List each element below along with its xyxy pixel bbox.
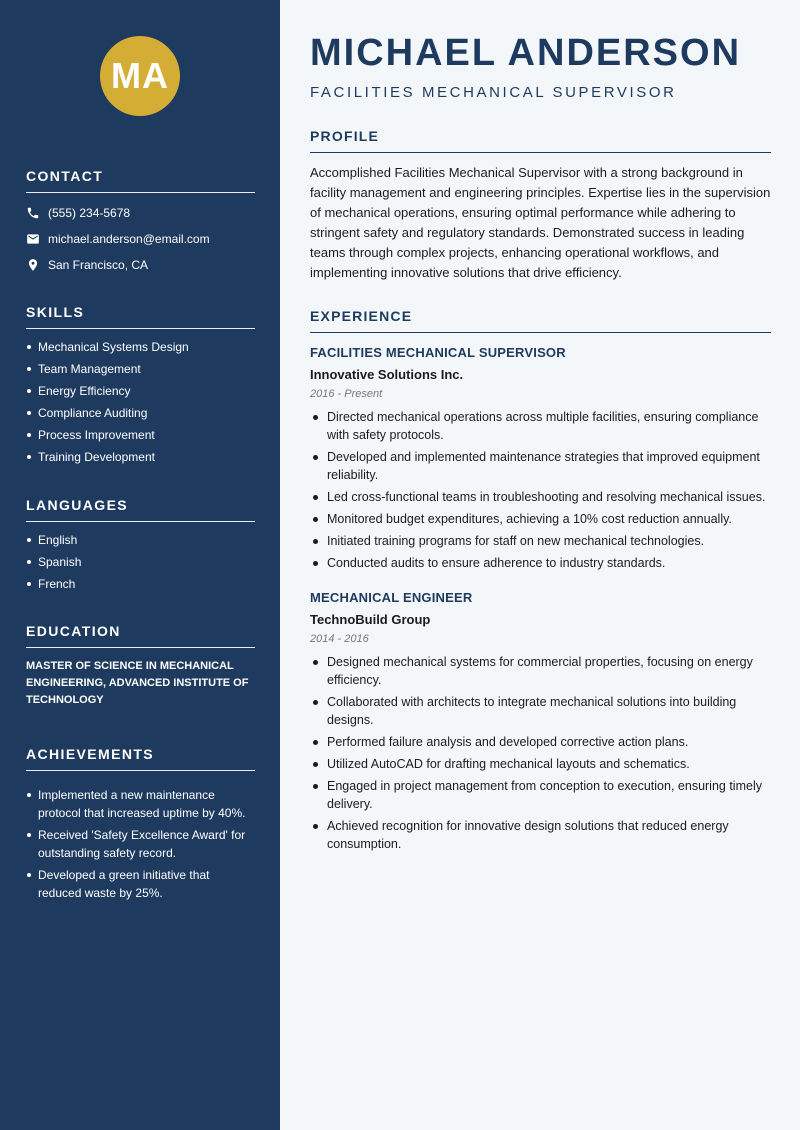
phone-text: (555) 234-5678 <box>48 206 131 220</box>
contact-heading: CONTACT <box>26 168 255 193</box>
job-bullet: Performed failure analysis and developed corrective action plans. <box>310 733 771 751</box>
job-bullet: Utilized AutoCAD for drafting mechanical layouts and schematics. <box>310 755 771 773</box>
job-dates: 2016 - Present <box>310 388 383 400</box>
candidate-title: FACILITIES MECHANICAL SUPERVISOR <box>310 84 677 101</box>
profile-heading: PROFILE <box>310 128 771 153</box>
skill-item: Training Development <box>26 449 255 465</box>
achievements-section <box>26 746 255 906</box>
job-title: FACILITIES MECHANICAL SUPERVISOR <box>310 345 566 360</box>
contact-location <box>26 257 255 273</box>
candidate-name: MICHAEL ANDERSON <box>310 32 742 74</box>
skill-item: Compliance Auditing <box>26 405 255 421</box>
language-item: Spanish <box>26 554 255 570</box>
languages-heading: LANGUAGES <box>26 497 255 522</box>
sidebar <box>0 0 280 1130</box>
job-bullet: Designed mechanical systems for commercial properties, focusing on energy efficiency. <box>310 653 771 689</box>
education-entry: MASTER OF SCIENCE IN MECHANICAL ENGINEERING, ADVANCED INSTITUTE OF TECHNOLOGY <box>26 660 249 706</box>
job-bullet: Monitored budget expenditures, achieving a 10% cost reduction annually. <box>310 510 771 528</box>
education-section <box>26 623 255 709</box>
job-entry <box>310 345 771 572</box>
skills-section <box>26 304 255 471</box>
languages-section <box>26 497 255 598</box>
experience-section <box>310 308 771 857</box>
skills-heading: SKILLS <box>26 304 255 329</box>
job-dates: 2014 - 2016 <box>310 633 369 645</box>
job-bullet: Engaged in project management from conception to execution, ensuring timely delivery. <box>310 777 771 813</box>
job-company: TechnoBuild Group <box>310 612 431 627</box>
job-bullet: Developed and implemented maintenance strategies that improved equipment reliability. <box>310 448 771 484</box>
avatar: MA <box>100 36 180 116</box>
location-text: San Francisco, CA <box>48 258 149 272</box>
job-bullet: Achieved recognition for innovative design solutions that reduced energy consumption. <box>310 817 771 853</box>
contact-email <box>26 231 255 247</box>
job-company: Innovative Solutions Inc. <box>310 367 464 382</box>
skill-item: Process Improvement <box>26 427 255 443</box>
job-bullet: Led cross-functional teams in troubleshooting and resolving mechanical issues. <box>310 488 771 506</box>
job-bullets <box>310 408 771 572</box>
education-heading: EDUCATION <box>26 623 255 648</box>
languages-list <box>26 532 255 592</box>
language-item: French <box>26 576 255 592</box>
job-bullet: Directed mechanical operations across multiple facilities, ensuring compliance with safety protocols. <box>310 408 771 444</box>
experience-heading: EXPERIENCE <box>310 308 771 333</box>
job-bullet: Initiated training programs for staff on new mechanical technologies. <box>310 532 771 550</box>
achievements-list <box>26 786 255 902</box>
profile-section <box>310 128 771 283</box>
phone-icon <box>26 206 40 220</box>
language-item: English <box>26 532 255 548</box>
achievements-heading: ACHIEVEMENTS <box>26 746 255 771</box>
envelope-icon <box>26 232 40 246</box>
skills-list <box>26 339 255 465</box>
profile-text: Accomplished Facilities Mechanical Supervisor with a strong background in facility management and engineering principles. Expertise lies in the supervision of mechanical operations, ensuring optimal performance while adhering to stringent safety and regulatory standards. Demonstrated success in leading teams through complex projects, enhancing operational workflows, and implementing innovative solutions that drive efficiency. <box>310 165 771 280</box>
skill-item: Team Management <box>26 361 255 377</box>
job-entry <box>310 590 771 853</box>
achievement-item: Received 'Safety Excellence Award' for outstanding safety record. <box>26 826 255 862</box>
job-bullets <box>310 653 771 853</box>
achievement-item: Implemented a new maintenance protocol that increased uptime by 40%. <box>26 786 255 822</box>
job-bullet: Conducted audits to ensure adherence to industry standards. <box>310 554 771 572</box>
map-pin-icon <box>26 258 40 272</box>
skill-item: Mechanical Systems Design <box>26 339 255 355</box>
job-bullet: Collaborated with architects to integrate mechanical solutions into building designs. <box>310 693 771 729</box>
job-title: MECHANICAL ENGINEER <box>310 590 473 605</box>
achievement-item: Developed a green initiative that reduced waste by 25%. <box>26 866 255 902</box>
contact-section <box>26 168 255 273</box>
skill-item: Energy Efficiency <box>26 383 255 399</box>
contact-phone <box>26 205 255 221</box>
email-text: michael.anderson@email.com <box>48 232 210 246</box>
